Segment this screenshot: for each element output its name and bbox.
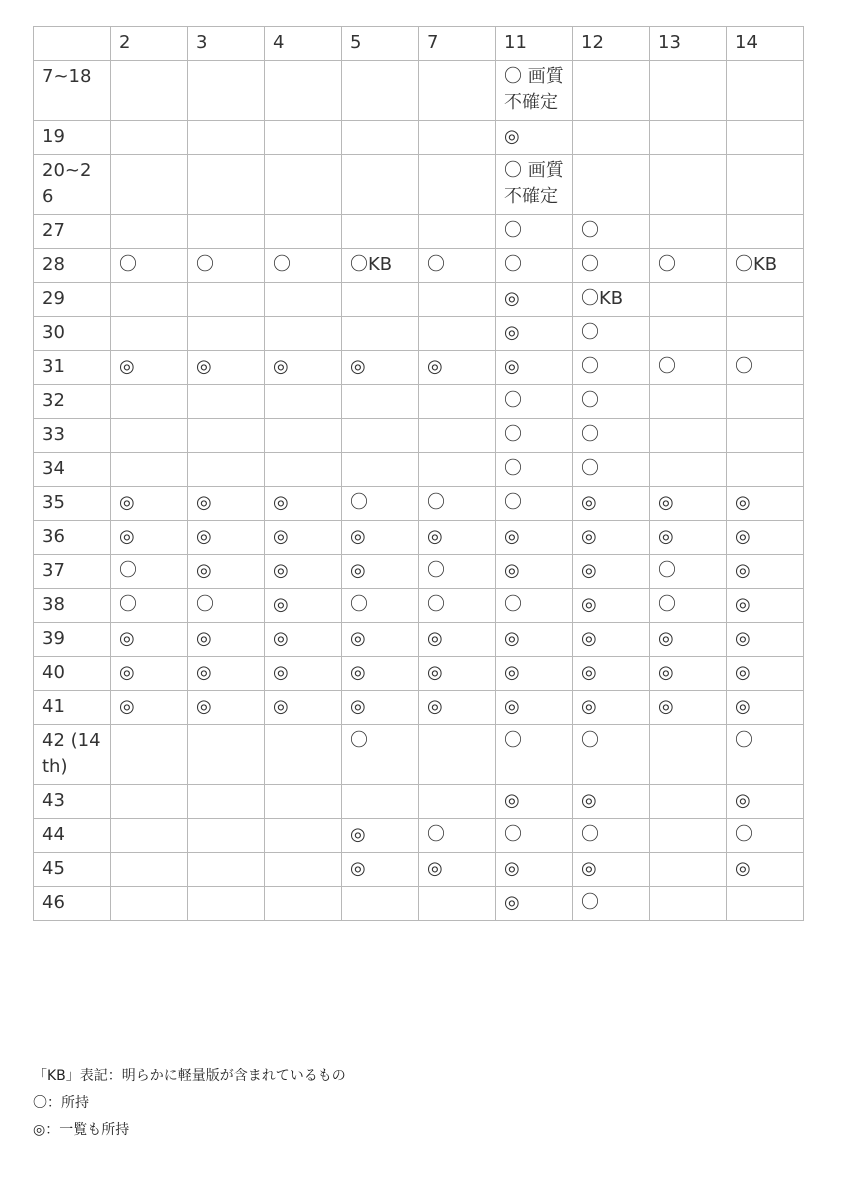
table-cell: 〇 [727,725,804,785]
table-cell: 〇 [650,351,727,385]
table-cell: ◎ [573,657,650,691]
table-cell: ◎ [727,691,804,725]
table-cell: ◎ [419,657,496,691]
table-cell: ◎ [727,853,804,887]
table-cell [111,385,188,419]
table-cell [342,453,419,487]
table-cell: ◎ [573,521,650,555]
table-cell: ◎ [496,555,573,589]
table-cell: ◎ [496,521,573,555]
table-cell: ◎ [650,623,727,657]
table-row [34,725,804,785]
table-cell: ◎ [419,691,496,725]
table-cell [650,61,727,121]
table-cell: 〇 [342,589,419,623]
table-cell: ◎ [265,623,342,657]
table-header-row [34,27,804,61]
row-label-cell: 43 [34,785,111,819]
table-cell: ◎ [573,623,650,657]
table-cell [265,155,342,215]
table-row [34,785,804,819]
table-cell: 〇 [573,249,650,283]
table-cell: 〇 [496,725,573,785]
table-row [34,249,804,283]
table-cell [650,887,727,921]
table-cell: ◎ [496,283,573,317]
table-cell: 〇 [573,385,650,419]
table-cell [188,121,265,155]
table-cell [111,317,188,351]
table-cell: ◎ [727,521,804,555]
table-cell: 〇 [650,249,727,283]
table-cell [265,785,342,819]
table-cell: ◎ [111,521,188,555]
table-cell: 〇 [573,317,650,351]
row-label-cell: 39 [34,623,111,657]
row-label-cell: 46 [34,887,111,921]
table-cell [342,155,419,215]
row-label-cell: 33 [34,419,111,453]
table-cell: ◎ [342,521,419,555]
table-cell [188,215,265,249]
table-cell: 〇 [111,589,188,623]
table-cell: ◎ [573,785,650,819]
table-cell [265,317,342,351]
row-label-cell: 7~18 [34,61,111,121]
table-cell [727,61,804,121]
table-cell: 〇 [496,249,573,283]
table-cell: 〇 [573,819,650,853]
table-cell: ◎ [111,657,188,691]
table-cell: 〇 [419,819,496,853]
table-cell [111,121,188,155]
table-cell: 〇 [111,249,188,283]
table-cell: 〇 [573,453,650,487]
table-cell: 〇 [650,555,727,589]
table-cell [342,317,419,351]
table-cell: ◎ [111,487,188,521]
header-cell [34,27,111,61]
table-cell: 〇 [573,887,650,921]
table-cell [188,385,265,419]
table-cell: 〇 [573,419,650,453]
table-cell: ◎ [727,785,804,819]
table-cell [111,785,188,819]
table-cell [111,819,188,853]
table-cell [265,215,342,249]
table-cell [573,155,650,215]
table-row [34,453,804,487]
table-cell: 〇 [727,351,804,385]
table-cell: ◎ [342,623,419,657]
table-cell: 〇 [496,487,573,521]
table-cell [265,419,342,453]
table-cell: ◎ [650,657,727,691]
table-cell [111,155,188,215]
table-cell [650,853,727,887]
table-cell: ◎ [573,589,650,623]
table-cell: 〇 [727,819,804,853]
table-cell: 〇 [265,249,342,283]
table-cell [573,121,650,155]
table-cell: ◎ [727,555,804,589]
row-label-cell: 37 [34,555,111,589]
table-row [34,589,804,623]
table-cell [727,453,804,487]
table-body [34,61,804,921]
table-cell: ◎ [496,351,573,385]
table-cell: ◎ [496,691,573,725]
table-cell [111,419,188,453]
table-cell: 〇KB [573,283,650,317]
table-cell [727,155,804,215]
table-cell [188,819,265,853]
table-cell: ◎ [496,317,573,351]
table-cell: ◎ [265,657,342,691]
header-cell: 7 [419,27,496,61]
table-cell: ◎ [265,691,342,725]
table-row [34,487,804,521]
table-cell: ◎ [573,555,650,589]
header-cell: 5 [342,27,419,61]
row-label-cell: 45 [34,853,111,887]
table-cell [188,853,265,887]
table-row [34,419,804,453]
row-label-cell: 40 [34,657,111,691]
table-cell: ◎ [419,623,496,657]
table-cell: ◎ [265,555,342,589]
table-cell [188,453,265,487]
table-cell [419,385,496,419]
table-row [34,853,804,887]
table-cell [188,283,265,317]
table-cell: ◎ [188,555,265,589]
table-cell [342,887,419,921]
table-cell [650,819,727,853]
ownership-table-container [33,26,803,921]
table-cell: ◎ [188,487,265,521]
header-cell: 3 [188,27,265,61]
table-cell: 〇 [573,725,650,785]
table-cell [419,785,496,819]
table-cell: ◎ [573,853,650,887]
table-cell: ◎ [573,487,650,521]
table-cell [188,317,265,351]
table-cell [265,887,342,921]
table-cell: ◎ [727,657,804,691]
table-cell [650,385,727,419]
table-cell: ◎ [419,351,496,385]
table-cell [265,853,342,887]
table-cell: ◎ [727,623,804,657]
table-cell: 〇KB [727,249,804,283]
legend-kb-note: 「KB」表記：明らかに軽量版が含まれているもの [33,1068,346,1084]
table-cell [573,61,650,121]
table-cell: ◎ [342,853,419,887]
header-cell: 12 [573,27,650,61]
table-cell [650,215,727,249]
table-cell: ◎ [188,691,265,725]
table-cell [188,887,265,921]
table-cell: ◎ [496,853,573,887]
header-cell: 14 [727,27,804,61]
table-cell [265,61,342,121]
table-cell [650,121,727,155]
table-cell [188,785,265,819]
table-cell: ◎ [265,487,342,521]
table-cell: ◎ [419,853,496,887]
table-cell [342,385,419,419]
header-cell: 4 [265,27,342,61]
table-row [34,691,804,725]
table-cell: ◎ [342,657,419,691]
table-cell [419,121,496,155]
table-cell [650,317,727,351]
table-cell [111,853,188,887]
table-cell: ◎ [342,819,419,853]
table-row [34,61,804,121]
row-label-cell: 31 [34,351,111,385]
table-cell: ◎ [496,785,573,819]
row-label-cell: 27 [34,215,111,249]
table-cell: ◎ [342,351,419,385]
table-cell: ◎ [265,351,342,385]
table-cell: 〇 [419,249,496,283]
table-cell [265,819,342,853]
table-cell: 〇 [342,487,419,521]
ownership-table [33,26,804,921]
table-cell: ◎ [188,351,265,385]
table-row [34,887,804,921]
table-row [34,121,804,155]
table-cell [650,283,727,317]
table-cell [727,283,804,317]
table-cell [650,725,727,785]
table-cell: ◎ [496,887,573,921]
table-cell: ◎ [496,121,573,155]
header-cell: 2 [111,27,188,61]
table-cell [111,283,188,317]
table-cell [419,453,496,487]
table-row [34,521,804,555]
table-row [34,623,804,657]
row-label-cell: 41 [34,691,111,725]
table-cell: ◎ [650,691,727,725]
table-cell [265,121,342,155]
table-cell [650,155,727,215]
table-cell: ◎ [111,351,188,385]
table-cell: ◎ [496,657,573,691]
table-cell [111,61,188,121]
table-cell: ◎ [727,589,804,623]
row-label-cell: 34 [34,453,111,487]
row-label-cell: 36 [34,521,111,555]
table-cell [111,215,188,249]
table-row [34,283,804,317]
table-cell: 〇 [650,589,727,623]
table-cell: 〇 [419,589,496,623]
row-label-cell: 29 [34,283,111,317]
table-cell [342,419,419,453]
table-cell: ◎ [496,623,573,657]
table-row [34,555,804,589]
table-cell [419,887,496,921]
table-cell: ◎ [188,657,265,691]
row-label-cell: 44 [34,819,111,853]
table-cell [650,453,727,487]
row-label-cell: 42 (14th) [34,725,111,785]
table-row [34,351,804,385]
table-cell: ◎ [265,589,342,623]
row-label-cell: 30 [34,317,111,351]
table-cell [188,61,265,121]
table-cell [265,283,342,317]
table-cell [342,283,419,317]
table-cell [111,887,188,921]
table-cell: 〇 [188,589,265,623]
table-cell: 〇 [496,453,573,487]
table-cell: 〇 [496,419,573,453]
table-cell [727,121,804,155]
table-row [34,155,804,215]
table-row [34,385,804,419]
table-cell [265,385,342,419]
row-label-cell: 32 [34,385,111,419]
table-cell: ◎ [650,487,727,521]
table-cell [265,725,342,785]
table-cell: ◎ [111,691,188,725]
table-cell: 〇 [573,351,650,385]
table-cell [419,155,496,215]
table-cell: 〇 画質不確定 [496,61,573,121]
table-cell [650,785,727,819]
table-row [34,215,804,249]
table-cell: ◎ [419,521,496,555]
table-cell: 〇 [496,215,573,249]
table-cell: 〇 [496,819,573,853]
table-cell [419,317,496,351]
table-cell: 〇 [496,589,573,623]
table-cell: 〇 [419,487,496,521]
table-cell: 〇 [496,385,573,419]
table-cell: ◎ [111,623,188,657]
table-cell: ◎ [650,521,727,555]
table-cell [419,215,496,249]
table-cell: 〇 [111,555,188,589]
table-cell [419,61,496,121]
legend [33,1063,346,1144]
table-cell [342,785,419,819]
table-cell [419,283,496,317]
header-cell: 11 [496,27,573,61]
table-cell: ◎ [342,691,419,725]
table-cell [111,725,188,785]
table-row [34,657,804,691]
row-label-cell: 19 [34,121,111,155]
table-cell: 〇 画質不確定 [496,155,573,215]
table-cell: 〇 [342,725,419,785]
row-label-cell: 20~26 [34,155,111,215]
legend-double-circle-note: ◎：一覧も所持 [33,1122,130,1138]
table-cell: ◎ [265,521,342,555]
table-cell [727,215,804,249]
table-cell [419,419,496,453]
row-label-cell: 38 [34,589,111,623]
table-cell [188,725,265,785]
row-label-cell: 28 [34,249,111,283]
table-cell [342,215,419,249]
table-cell [342,121,419,155]
table-cell [727,419,804,453]
table-cell: ◎ [727,487,804,521]
table-cell [188,155,265,215]
table-cell: ◎ [188,623,265,657]
table-cell: ◎ [188,521,265,555]
table-cell: 〇KB [342,249,419,283]
header-cell: 13 [650,27,727,61]
table-cell: 〇 [419,555,496,589]
table-cell [265,453,342,487]
table-cell [342,61,419,121]
table-cell [727,887,804,921]
table-cell: ◎ [342,555,419,589]
table-cell: 〇 [573,215,650,249]
table-cell [188,419,265,453]
table-cell [419,725,496,785]
row-label-cell: 35 [34,487,111,521]
table-cell [650,419,727,453]
table-cell [727,385,804,419]
table-cell [111,453,188,487]
table-cell: 〇 [188,249,265,283]
table-row [34,317,804,351]
table-cell: ◎ [573,691,650,725]
table-row [34,819,804,853]
table-cell [727,317,804,351]
legend-circle-note: 〇：所持 [33,1095,89,1111]
